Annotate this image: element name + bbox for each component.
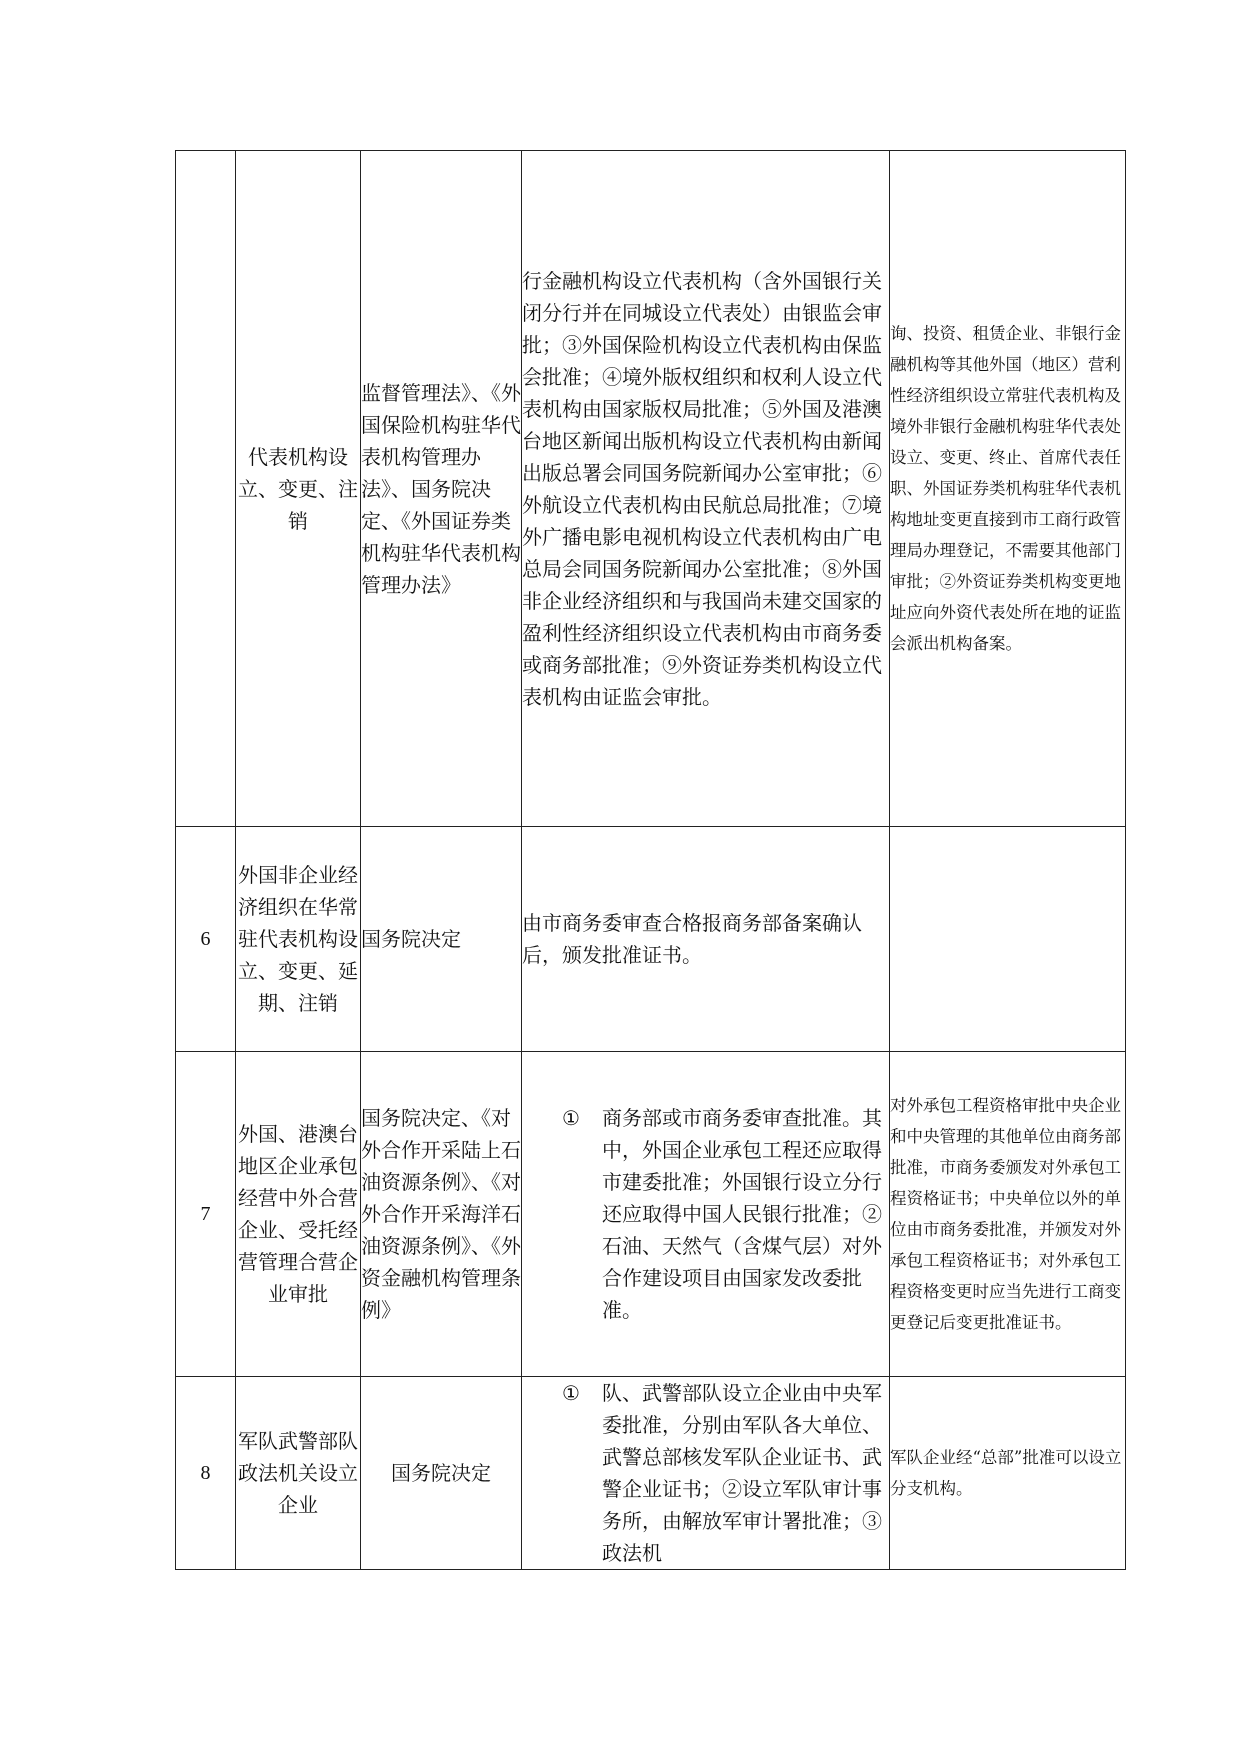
row-number: 8 <box>176 1377 236 1570</box>
remarks: 对外承包工程资格审批中央企业和中央管理的其他单位由商务部批准，市商务委颁发对外承包工程资格证书；中央单位以外的单位由市商务委批准，并颁发对外承包工程资格证书；对外承包工程资格变更时应当先进行工商变更登记后变更批准证书。 <box>890 1052 1126 1377</box>
remarks <box>890 827 1126 1052</box>
approval-table <box>175 150 1126 1570</box>
approval-procedure: 行金融机构设立代表机构（含外国银行关闭分行并在同城设立代表处）由银监会审批；③外国保险机构设立代表机构由保监会批准；④境外版权组织和权利人设立代表机构由国家版权局批准；⑤外国及港澳台地区新闻出版机构设立代表机构由新闻出版总署会同国务院新闻办公室审批；⑥外航设立代表机构由民航总局批准；⑦境外广播电影电视机构设立代表机构由广电总局会同国务院新闻办公室批准；⑧外国非企业经济组织和与我国尚未建交国家的盈利性经济组织设立代表机构由市商务委或商务部批准；⑨外资证券类机构设立代表机构由证监会审批。 <box>522 151 890 827</box>
approval-procedure <box>522 1052 890 1377</box>
legal-basis: 国务院决定 <box>361 1377 522 1570</box>
item-name: 外国、港澳台地区企业承包经营中外合营企业、受托经营管理合营企业审批 <box>236 1052 361 1377</box>
remarks: 询、投资、租赁企业、非银行金融机构等其他外国（地区）营利性经济组织设立常驻代表机构及境外非银行金融机构驻华代表处设立、变更、终止、首席代表任职、外国证券类机构驻华代表机构地址变更直接到市工商行政管理局办理登记，不需要其他部门审批；②外资证券类机构变更地址应向外资代表处所在地的证监会派出机构备案。 <box>890 151 1126 827</box>
item-name: 军队武警部队政法机关设立企业 <box>236 1377 361 1570</box>
table-row <box>176 1052 1126 1377</box>
table-row <box>176 827 1126 1052</box>
remarks: 军队企业经“总部”批准可以设立分支机构。 <box>890 1377 1126 1570</box>
legal-basis: 国务院决定、《对外合作开采陆上石油资源条例》、《对外合作开采海洋石油资源条例》、《外资金融机构管理条例》 <box>361 1052 522 1377</box>
approval-text: 队、武警部队设立企业由中央军委批准，分别由军队各大单位、武警总部核发军队企业证书、武警企业证书；②设立军队审计事务所，由解放军审计署批准；③政法机 <box>602 1381 882 1565</box>
approval-procedure <box>522 1377 890 1570</box>
approval-text: 商务部或市商务委审查批准。其中，外国企业承包工程还应取得市建委批准；外国银行设立分行还应取得中国人民银行批准；②石油、天然气（含煤气层）对外合作建设项目由国家发改委批准。 <box>602 1106 882 1322</box>
row-number: 7 <box>176 1052 236 1377</box>
item-name: 外国非企业经济组织在华常驻代表机构设立、变更、延期、注销 <box>236 827 361 1052</box>
row-number <box>176 151 236 827</box>
list-marker: ① <box>562 1106 580 1130</box>
legal-basis: 国务院决定 <box>361 827 522 1052</box>
approval-procedure: 由市商务委审查合格报商务部备案确认后，颁发批准证书。 <box>522 827 890 1052</box>
legal-basis: 监督管理法》、《外国保险机构驻华代表机构管理办法》、国务院决定、《外国证券类机构驻华代表机构管理办法》 <box>361 151 522 827</box>
table-row <box>176 1377 1126 1570</box>
list-marker: ① <box>562 1381 580 1405</box>
row-number: 6 <box>176 827 236 1052</box>
item-name: 代表机构设立、变更、注销 <box>236 151 361 827</box>
table-row <box>176 151 1126 827</box>
